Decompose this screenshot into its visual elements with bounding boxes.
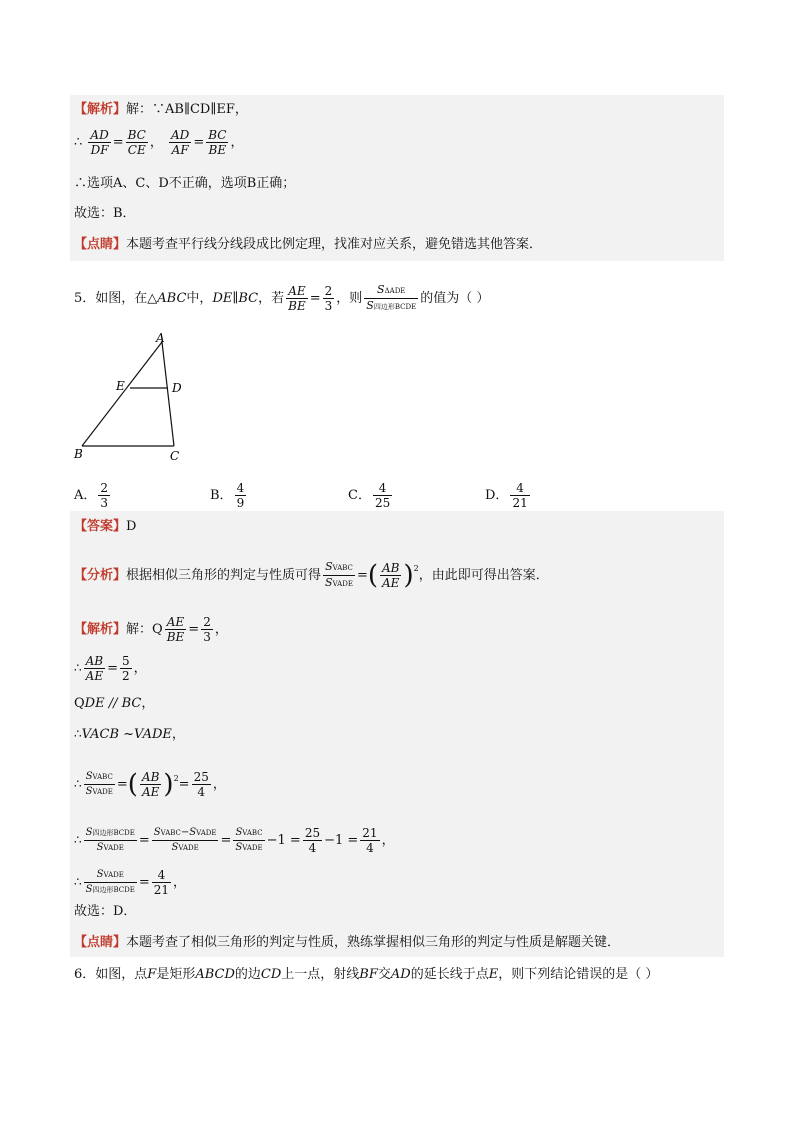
fraction: $\frac{\text{SVADE}}{\text{S四边形BCDE}}$ bbox=[85, 869, 135, 895]
fraction: $\frac{5}{2}$ bbox=[122, 654, 130, 683]
sol-line-2: ∴ $\frac{AB}{AE}$ = $\frac{5}{2}$ ， bbox=[74, 654, 147, 683]
sol-line-4: ∴VACB ~VADE， bbox=[74, 727, 185, 742]
fraction: $\frac{4}{25}$ bbox=[374, 481, 391, 510]
fraction: $\frac{BC}{CE}$ bbox=[127, 128, 146, 157]
answer-line: 【答案】D bbox=[74, 519, 137, 534]
fraction: $\frac{AD}{AF}$ bbox=[171, 128, 190, 157]
fraction: $\frac{AB}{AE}$ bbox=[382, 561, 400, 590]
fraction: $\frac{2}{3}$ bbox=[203, 615, 211, 644]
fraction: $\frac{2}{3}$ bbox=[100, 481, 109, 510]
answer-tag: 【答案】 bbox=[74, 519, 127, 534]
sol-line-6: ∴ $\frac{\text{S四边形BCDE}}{\text{SVADE}}$ = $\frac{\text{SVABC−SVADE}}{\text{SVADE}}$ = $\frac{\text{SVABC}}{\text{SVADE}}$ −1 = $\frac{25}{4}$ −1 = $\frac{21}{4}$ ， bbox=[74, 826, 395, 855]
q4-dianjing-line: 【点睛】本题考查平行线分线段成比例定理，找准对应关系，避免错选其他答案． bbox=[74, 237, 543, 252]
label-d: D bbox=[172, 381, 182, 395]
jiexi-tag: 【解析】 bbox=[74, 622, 127, 637]
dianjing-tag: 【点睛】 bbox=[74, 935, 127, 950]
dianjing-tag: 【点睛】 bbox=[74, 237, 127, 252]
label-c: C bbox=[170, 449, 180, 463]
fraction: $\frac{BC}{BE}$ bbox=[208, 128, 227, 157]
fraction: $\frac{4}{9}$ bbox=[236, 481, 245, 510]
jiexi-tag: 【解析】 bbox=[74, 102, 127, 117]
fraction: $\frac{4}{21}$ bbox=[153, 868, 170, 897]
q4-solution-line-2: ∴ $\frac{AD}{DF}$ = $\frac{BC}{CE}$ ， $\frac{AD}{AF}$ = $\frac{BC}{BE}$ ， bbox=[74, 128, 244, 157]
fraction: $\frac{\text{SVABC−SVADE}}{\text{SVADE}}$ bbox=[153, 827, 217, 853]
q6-stem: 6．如图，点F是矩形ABCD的边CD上一点，射线BF交AD的延长线于点E，则下列结论错误的是（ ） bbox=[74, 967, 659, 982]
q4-solution-line-3: ∴选项A、C、D不正确，选项B正确； bbox=[74, 176, 296, 191]
fraction: $\frac{\text{SVABC}}{\text{SVADE}}$ bbox=[85, 771, 113, 797]
q4-solution-line-4: 故选：B． bbox=[74, 206, 136, 221]
fenxi-line: 【分析】根据相似三角形的判定与性质可得 $\frac{\text{SVABC}}{\text{SVADE}}$ =( $\frac{AB}{AE}$ )$^2$，由此即可得出答案． bbox=[74, 560, 549, 591]
option-b: B． $\frac{4}{9}$ bbox=[210, 481, 245, 510]
fraction: $\frac{4}{21}$ bbox=[512, 481, 528, 510]
fraction: $\frac{25}{4}$ bbox=[304, 826, 321, 855]
option-c: C． $\frac{4}{25}$ bbox=[348, 481, 391, 510]
fraction: $\frac{\text{SVABC}}{\text{SVADE}}$ bbox=[325, 560, 353, 589]
label-e: E bbox=[116, 379, 125, 393]
label-b: B bbox=[74, 447, 83, 461]
q5-dianjing-line: 【点睛】本题考查了相似三角形的判定与性质，熟练掌握相似三角形的判定与性质是解题关键． bbox=[74, 935, 621, 950]
triangle-figure bbox=[70, 330, 210, 470]
fraction: $\frac{AE}{BE}$ bbox=[166, 615, 185, 644]
fraction: $\frac{AD}{DF}$ bbox=[90, 128, 109, 157]
fraction: $\frac{\text{SVABC}}{\text{SVADE}}$ bbox=[235, 827, 263, 853]
fraction: $\frac{25}{4}$ bbox=[193, 770, 209, 799]
fraction: $\frac{AB}{AE}$ bbox=[141, 770, 160, 799]
sol-line-1: 【解析】解：Q $\frac{AE}{BE}$ = $\frac{2}{3}$ ， bbox=[74, 615, 228, 644]
q5-stem: 5．如图，在△ABC中，DE∥BC，若 $\frac{AE}{BE}$ = $\frac{2}{3}$ ，则 $\frac{\text{SΔADE}}{\text{S四边形BCDE}}$ 的值为（ ） bbox=[74, 283, 490, 313]
fraction: $\frac{\text{S四边形BCDE}}{\text{SVADE}}$ bbox=[85, 827, 135, 853]
option-a: A． $\frac{2}{3}$ bbox=[74, 481, 109, 510]
sol-line-8: 故选：D． bbox=[74, 904, 137, 919]
sol-line-3: QDE // BC， bbox=[74, 696, 155, 711]
sol-line-7: ∴ $\frac{\text{SVADE}}{\text{S四边形BCDE}}$ = $\frac{4}{21}$ ， bbox=[74, 868, 187, 897]
fraction: $\frac{AE}{BE}$ bbox=[288, 284, 306, 313]
area-fraction: $\frac{\text{SΔADE}}{\text{S四边形BCDE}}$ bbox=[366, 283, 417, 312]
fenxi-tag: 【分析】 bbox=[74, 568, 127, 583]
sol-line-5: ∴ $\frac{\text{SVABC}}{\text{SVADE}}$ =( $\frac{AB}{AE}$ )$^2$= $\frac{25}{4}$ ， bbox=[74, 769, 226, 800]
fraction: $\frac{21}{4}$ bbox=[362, 826, 378, 855]
q4-solution-line-1: 【解析】解：∵AB∥CD∥EF， bbox=[74, 102, 248, 117]
fraction: $\frac{AB}{AE}$ bbox=[85, 654, 104, 683]
label-a: A bbox=[156, 331, 165, 345]
option-d: D． $\frac{4}{21}$ bbox=[485, 481, 528, 510]
fraction: $\frac{2}{3}$ bbox=[324, 284, 333, 313]
